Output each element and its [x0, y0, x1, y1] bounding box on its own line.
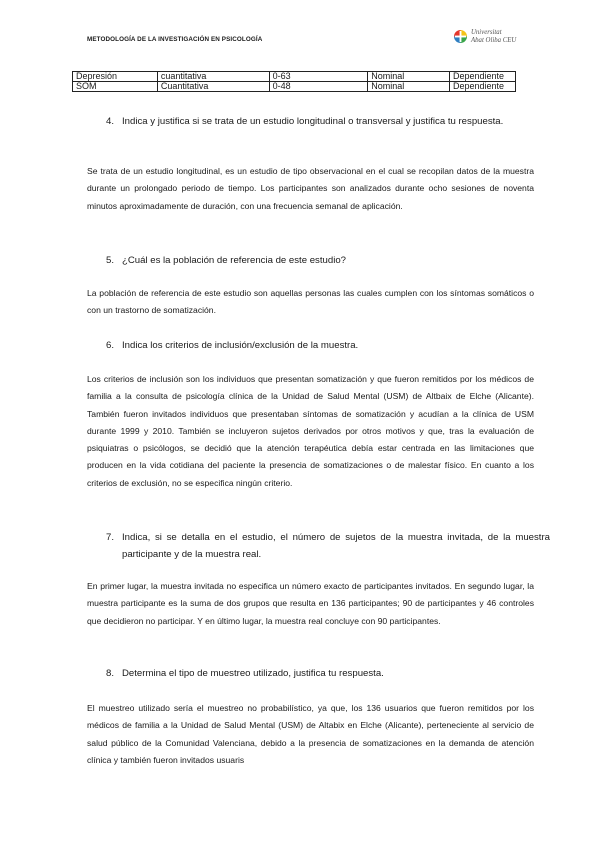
- table-cell: Dependiente: [450, 72, 516, 82]
- question-text: Indica y justifica si se trata de un estudio longitudinal o transversal y justifica tu respuesta.: [122, 116, 504, 127]
- question-5: [106, 252, 550, 269]
- table-cell: Depresión: [73, 72, 158, 82]
- question-number: 8.: [106, 668, 115, 679]
- table-cell: SOM: [73, 82, 158, 92]
- question-text: Determina el tipo de muestreo utilizado, justifica tu respuesta.: [122, 668, 384, 679]
- answer-5: La población de referencia de este estudio son aquellas personas las cuales cumplen con los síntomas somáticos o con un trastorno de somatización.: [87, 288, 534, 316]
- logo-cross-icon: [454, 30, 467, 43]
- table-row: [73, 72, 516, 82]
- question-number: 7.: [106, 532, 115, 543]
- answer-4: Se trata de un estudio longitudinal, es un estudio de tipo observacional en el cual se recopilan datos de la muestra durante un prolongado periodo de tiempo. Los participantes son analizados durante ocho sesiones de noventa minutos aproximadamente de duración, con una frecuencia semanal de aplicación.: [87, 166, 534, 211]
- question-7: [106, 529, 550, 563]
- question-text: ¿Cuál es la población de referencia de este estudio?: [122, 255, 346, 266]
- table-cell: Cuantitativa: [157, 82, 269, 92]
- question-6: [106, 337, 550, 354]
- question-number: 4.: [106, 116, 115, 127]
- table-cell: Dependiente: [450, 82, 516, 92]
- table-row: [73, 82, 516, 92]
- answer-7: En primer lugar, la muestra invitada no especifica un número exacto de participantes invitados. En segundo lugar, la muestra participante es la suma de dos grupos que resulta en 136 participantes; 90 de participantes y 46 controles que decidieron no participar. Y en último lugar, la muestra real concluye con 90 participantes.: [87, 581, 534, 626]
- table-cell: Nominal: [368, 72, 450, 82]
- university-logo: [454, 29, 516, 44]
- table-cell: Nominal: [368, 82, 450, 92]
- table-cell: 0-63: [269, 72, 368, 82]
- table-cell: 0-48: [269, 82, 368, 92]
- question-text: Indica los criterios de inclusión/exclusión de la muestra.: [122, 340, 359, 351]
- answer-8: El muestreo utilizado sería el muestreo no probabilístico, ya que, los 136 usuarios que fueron remitidos por los médicos de familia a la Unidad de Salud Mental (USM) de Altabix en Elche (Alicante), perteneciente al servicio de salud público de la Comunidad Valenciana, debido a la presencia de somatizaciones en la demanda de atención clínica y también fueron invitados usuaris: [87, 703, 534, 765]
- question-4: [106, 113, 550, 130]
- table-cell: cuantitativa: [157, 72, 269, 82]
- logo-line-1: Universitat: [471, 29, 502, 36]
- question-number: 6.: [106, 340, 115, 351]
- logo-line-2: Abat Oliba CEU: [471, 36, 517, 44]
- question-8: [106, 665, 550, 682]
- answer-6: Los criterios de inclusión son los individuos que presentan somatización y que fueron remitidos por los médicos de familia a la consulta de psicología clínica de la Unidad de Salud Mental (USM) de Altbaix de Elche (Alicante). También fueron invitados individuos que presentaban síntomas de somatización y acudían a la clínica de USM durante 1999 y 2010. También se incluyeron sujetos derivados por otros motivos y que, tras la evaluación de psiquiatras o psicólogos, se decidió que la atención terapéutica debía estar centrada en las limitaciones que producen en la vida cotidiana del paciente la presencia de somatizaciones o de malestar físico. En cuanto a los criterios de exclusión, no se especifica ningún criterio.: [87, 374, 534, 488]
- variables-table: [72, 71, 516, 92]
- question-text: Indica, si se detalla en el estudio, el número de sujetos de la muestra invitada, de la muestra participante y de la muestra real.: [122, 532, 550, 560]
- header-title: METODOLOGÍA DE LA INVESTIGACIÓN EN PSICOLOGÍA: [87, 36, 263, 43]
- question-number: 5.: [106, 255, 115, 266]
